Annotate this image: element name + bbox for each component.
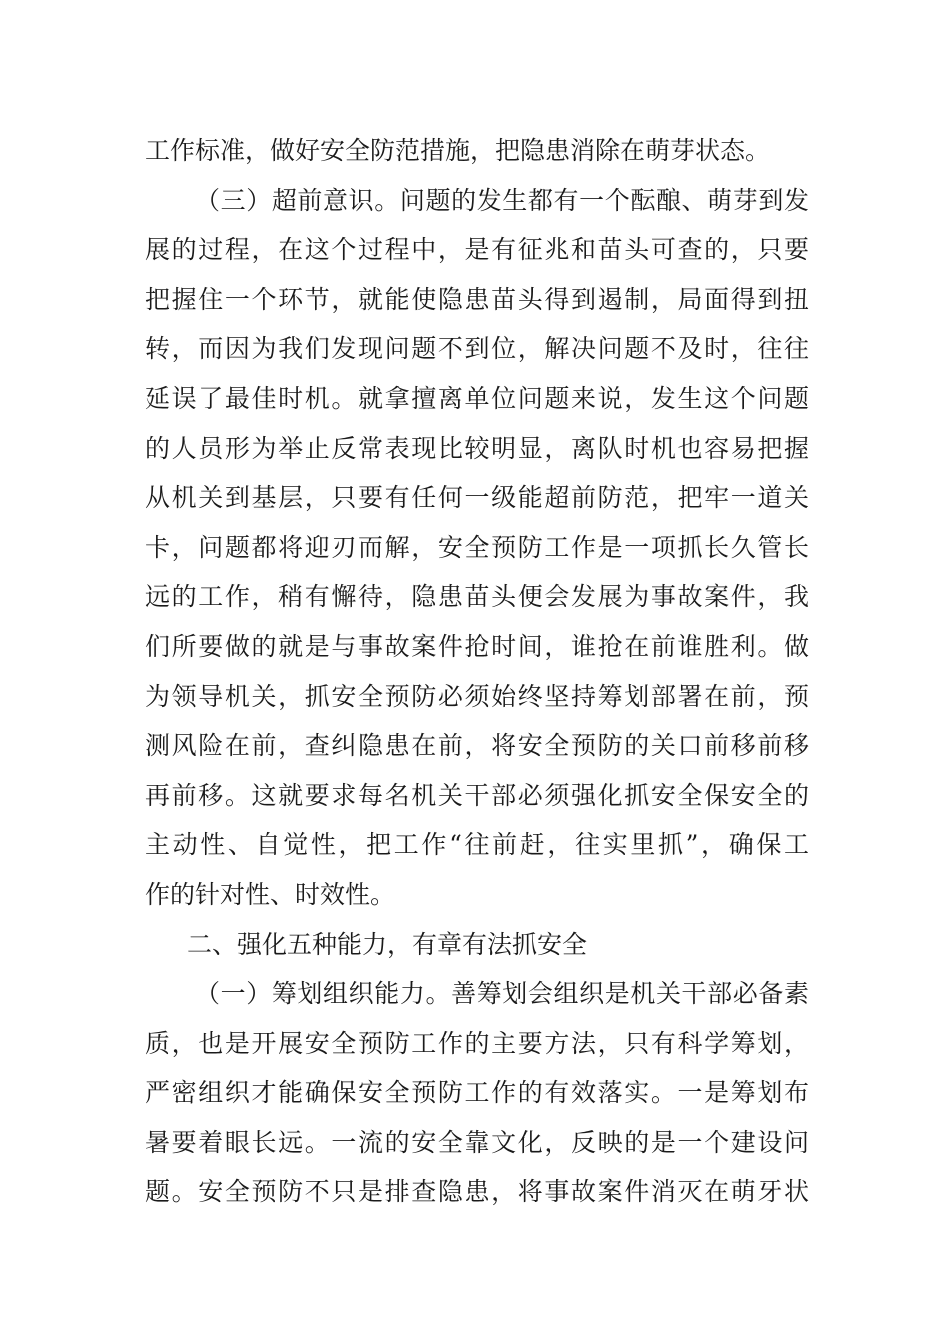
text-line: 严密组织才能确保安全预防工作的有效落实。一是筹划布 <box>145 1078 809 1108</box>
section-heading: 二、强化五种能力，有章有法抓安全 <box>187 929 588 959</box>
text-line: 测风险在前，查纠隐患在前，将安全预防的关口前移前移 <box>145 731 809 761</box>
text-line: 工作标准，做好安全防范措施，把隐患消除在萌芽状态。 <box>145 136 771 165</box>
text-line: 远的工作，稍有懈待，隐患苗头便会发展为事故案件，我 <box>145 582 809 612</box>
text-line: 们所要做的就是与事故案件抢时间，谁抢在前谁胜利。做 <box>145 631 809 661</box>
text-line: 为领导机关，抓安全预防必须始终坚持筹划部署在前，预 <box>145 681 809 711</box>
text-line: 展的过程，在这个过程中，是有征兆和苗头可查的，只要 <box>145 235 809 265</box>
text-line: 质，也是开展安全预防工作的主要方法，只有科学筹划， <box>145 1028 809 1058</box>
text-line: 主动性、自觉性，把工作“往前赶，往实里抓”，确保工 <box>145 830 809 860</box>
text-line: 的人员形为举止反常表现比较明显，离队时机也容易把握 <box>145 433 809 463</box>
text-line: 作的针对性、时效性。 <box>145 879 396 909</box>
text-line: 暑要着眼长远。一流的安全靠文化，反映的是一个建设问 <box>145 1127 809 1157</box>
text-line: 题。安全预防不只是排查隐患，将事故案件消灭在萌牙状 <box>145 1177 809 1207</box>
text-line: （三）超前意识。问题的发生都有一个酝酿、萌芽到发 <box>195 185 809 215</box>
text-line: 把握住一个环节，就能使隐患苗头得到遏制，局面得到扭 <box>145 284 809 314</box>
text-line: 从机关到基层，只要有任何一级能超前防范，把牢一道关 <box>145 483 809 513</box>
text-line: （一）筹划组织能力。善筹划会组织是机关干部必备素 <box>195 979 809 1009</box>
body-text <box>145 126 809 1217</box>
text-line: 延误了最佳时机。就拿擅离单位问题来说，发生这个问题 <box>145 383 809 413</box>
text-line: 转，而因为我们发现问题不到位，解决问题不及时，往往 <box>145 334 809 364</box>
text-line: 卡，问题都将迎刃而解，安全预防工作是一项抓长久管长 <box>145 532 809 562</box>
text-line: 再前移。这就要求每名机关干部必须强化抓安全保安全的 <box>145 780 809 810</box>
